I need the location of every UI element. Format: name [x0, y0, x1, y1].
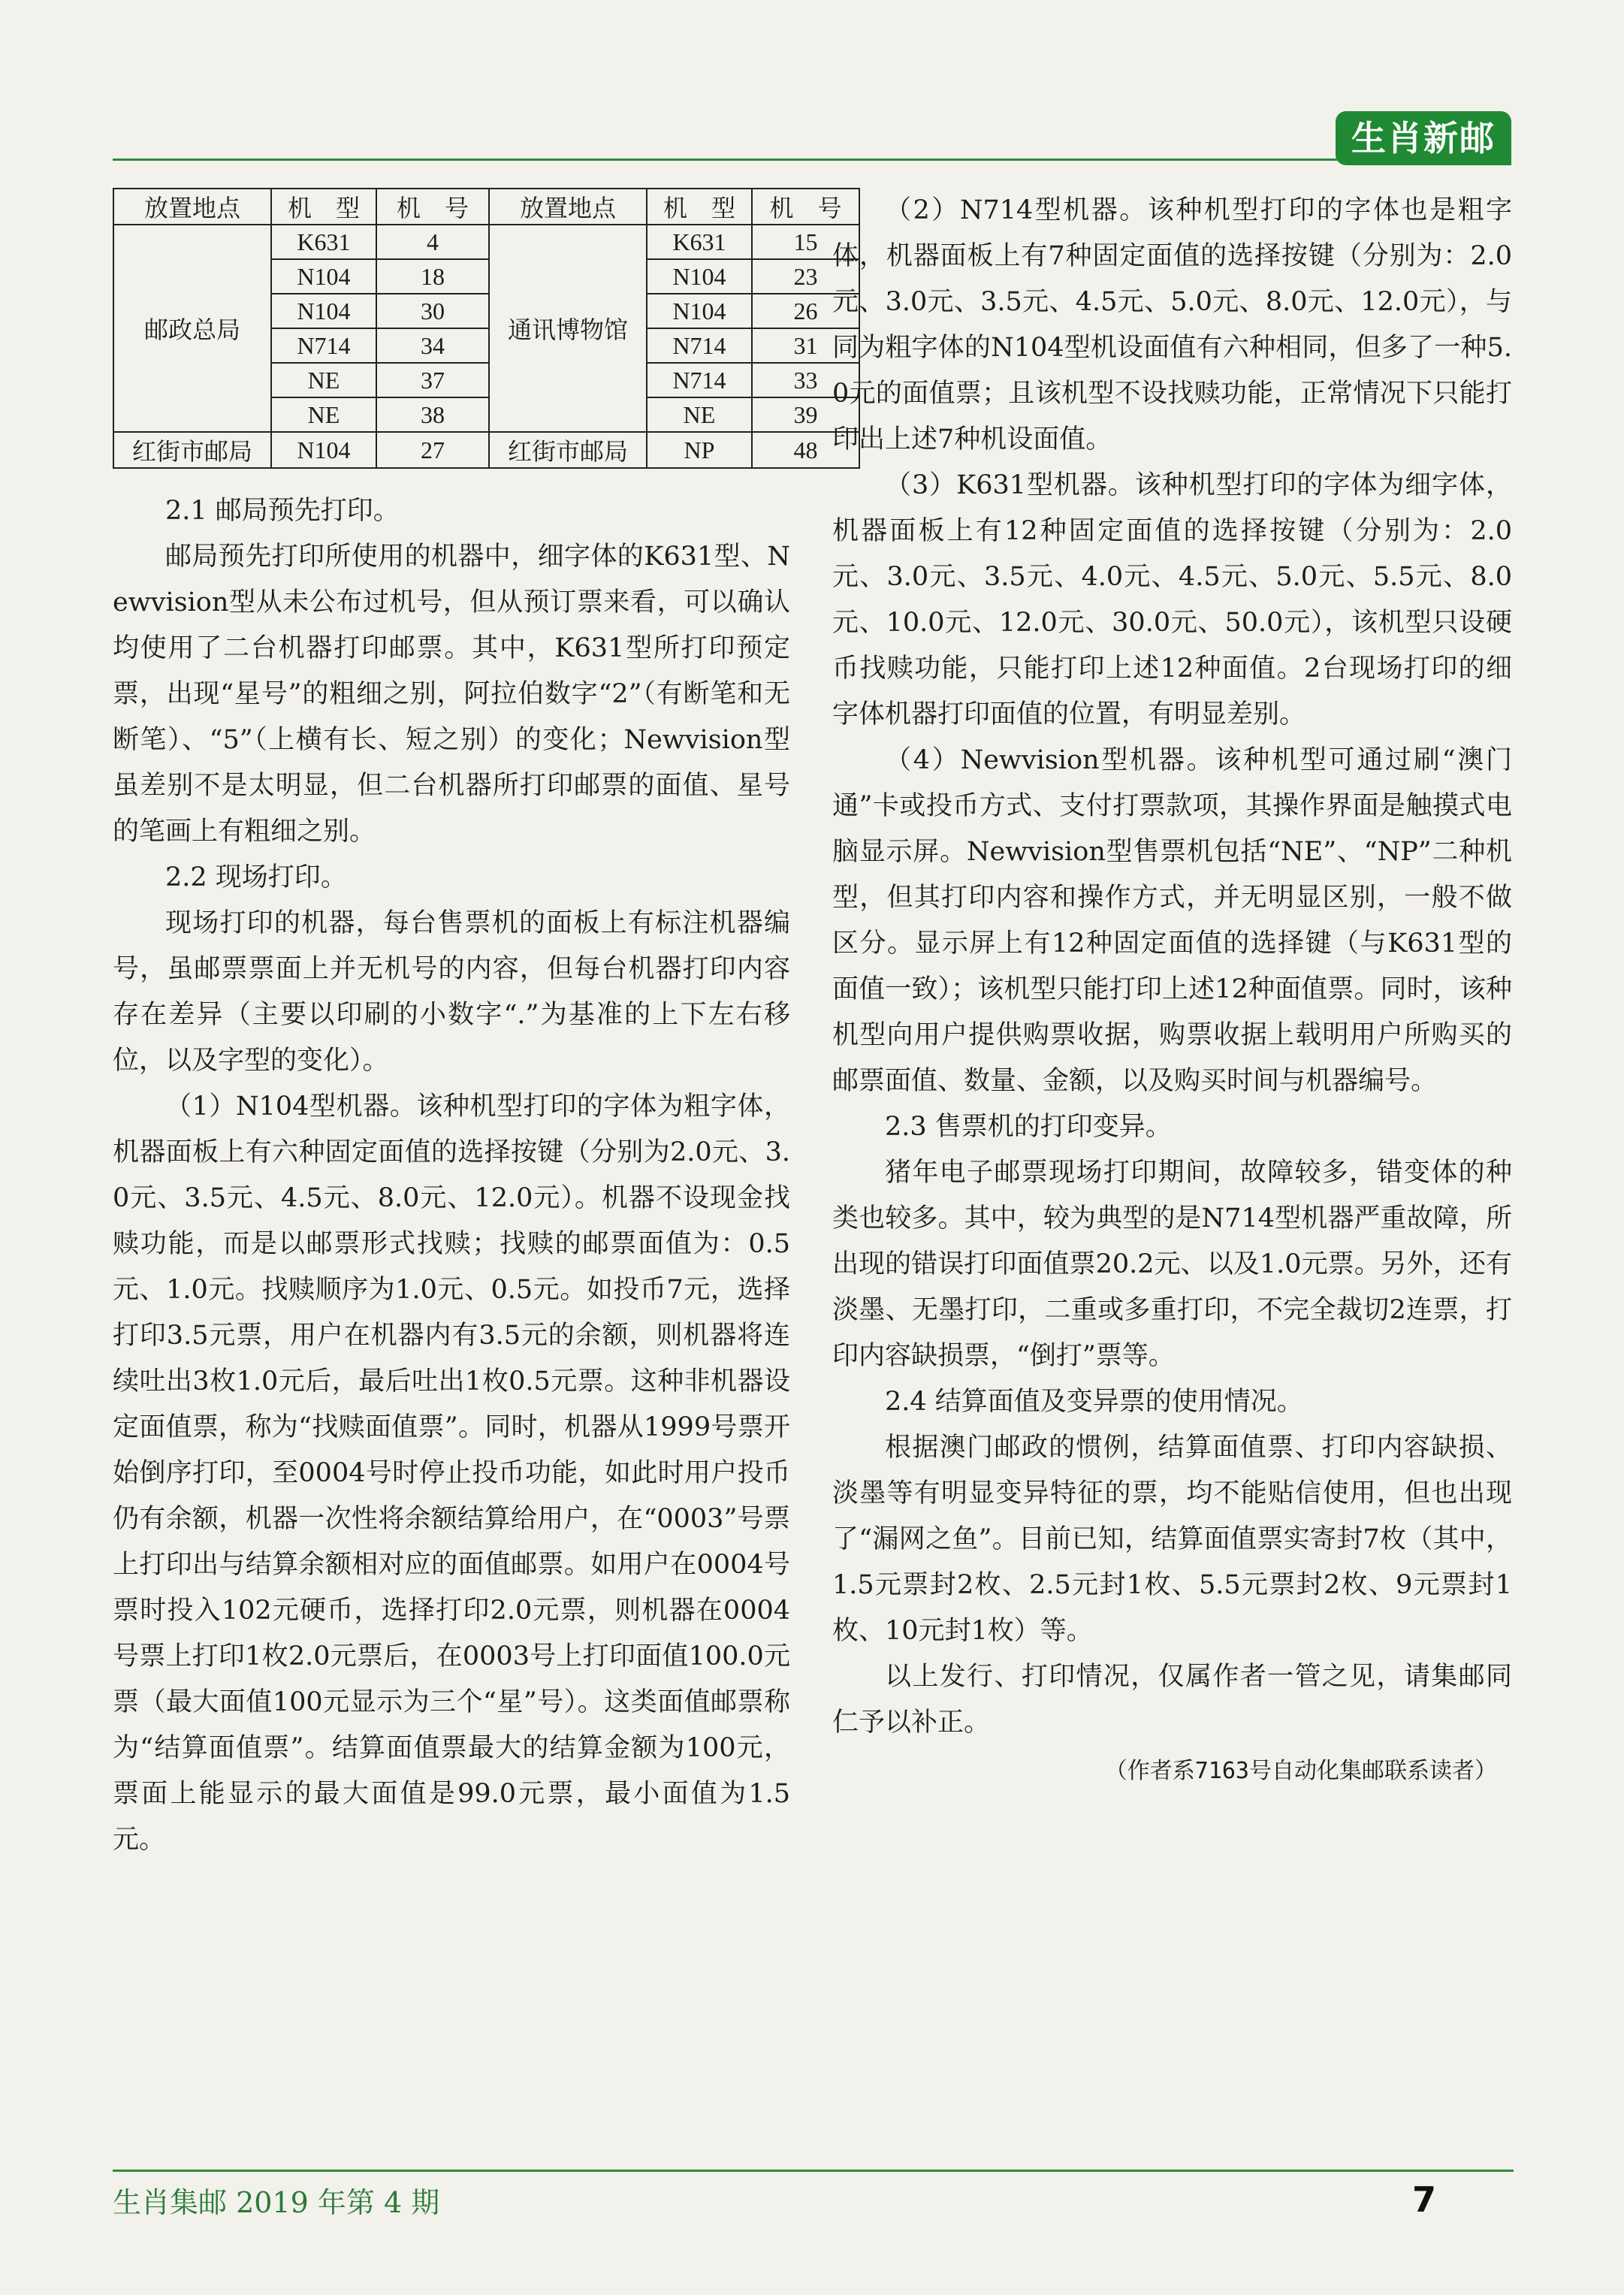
table-cell: 34 — [376, 328, 489, 363]
table-cell: 39 — [752, 397, 859, 432]
table-header-cell: 放置地点 — [489, 189, 647, 225]
table-header-cell: 机 型 — [647, 189, 752, 225]
right-column — [832, 188, 1512, 1792]
table-cell: N714 — [647, 363, 752, 397]
table-cell: 15 — [752, 225, 859, 259]
table-cell: 30 — [376, 294, 489, 328]
table-cell: 37 — [376, 363, 489, 397]
table-cell: 4 — [376, 225, 489, 259]
body-paragraph: 邮局预先打印所使用的机器中，细字体的K631型、Newvision型从未公布过机号，但从预订票来看，可以确认均使用了二台机器打印邮票。其中，K631型所打印预定票，出现“星号”的粗细之别，阿拉伯数字“2”（有断笔和无断笔）、“5”（上横有长、短之别）的变化；Newvision型虽差别不是太明显，但二台机器所打印邮票的面值、星号的笔画上有粗细之别。 — [113, 542, 790, 847]
table-cell: NE — [271, 363, 376, 397]
location-cell: 邮政总局 — [113, 225, 271, 432]
table-cell: 31 — [752, 328, 859, 363]
footer-rule — [113, 2170, 1514, 2172]
table-cell: N104 — [271, 259, 376, 294]
table-cell: N104 — [647, 294, 752, 328]
table-row — [113, 432, 859, 468]
table-cell: N104 — [647, 259, 752, 294]
table-cell: K631 — [647, 225, 752, 259]
table-header-cell: 机 型 — [271, 189, 376, 225]
journal-issue: 生肖集邮 2019 年第 4 期 — [113, 2186, 440, 2219]
machine-placement-table — [113, 188, 860, 469]
table-header-cell: 放置地点 — [113, 189, 271, 225]
body-paragraph: 现场打印的机器，每台售票机的面板上有标注机器编号，虽邮票票面上并无机号的内容，但每台机器打印内容存在差异（主要以印刷的小数字“.”为基准的上下左右移位，以及字型的变化）。 — [113, 908, 790, 1076]
body-paragraph: 猪年电子邮票现场打印期间，故障较多，错变体的种类也较多。其中，较为典型的是N714型机器严重故障，所出现的错误打印面值票20.2元、以及1.0元票。另外，还有淡墨、无墨打印，二重或多重打印，不完全裁切2连票，打印内容缺损票，“倒打”票等。 — [832, 1158, 1512, 1371]
table-cell: 48 — [752, 432, 859, 468]
table-header-cell: 机 号 — [376, 189, 489, 225]
section-heading: 2.3 售票机的打印变异。 — [885, 1112, 1172, 1142]
table-cell: 33 — [752, 363, 859, 397]
body-paragraph: （2）N714型机器。该种机型打印的字体也是粗字体，机器面板上有7种固定面值的选择按键（分别为：2.0元、3.0元、3.5元、4.5元、5.0元、8.0元、12.0元），与同为粗字体的N104型机设面值有六种相同，但多了一种5.0元的面值票；且该机型不设找赎功能，正常情况下只能打印出上述7种机设面值。 — [832, 195, 1512, 454]
table-cell: NE — [647, 397, 752, 432]
body-paragraph: （3）K631型机器。该种机型打印的字体为细字体，机器面板上有12种固定面值的选择按键（分别为：2.0元、3.0元、3.5元、4.0元、4.5元、5.0元、5.5元、8.0元、10.0元、12.0元、30.0元、50.0元），该机型只设硬币找赎功能，只能打印上述12种面值。2台现场打印的细字体机器打印面值的位置，有明显差别。 — [832, 470, 1512, 729]
section-heading: 2.4 结算面值及变异票的使用情况。 — [885, 1387, 1303, 1417]
location-cell: 红街市邮局 — [489, 432, 647, 468]
body-paragraph: 以上发行、打印情况，仅属作者一管之见，请集邮同仁予以补正。 — [832, 1662, 1512, 1738]
header-rule — [113, 159, 1420, 161]
section-heading: 2.2 现场打印。 — [165, 862, 347, 892]
table-cell: 38 — [376, 397, 489, 432]
location-cell: 通讯博物馆 — [489, 225, 647, 432]
table-cell: NE — [271, 397, 376, 432]
table-cell: N104 — [271, 432, 376, 468]
body-paragraph: 根据澳门邮政的惯例，结算面值票、打印内容缺损、淡墨等有明显变异特征的票，均不能贴信使用，但也出现了“漏网之鱼”。目前已知，结算面值票实寄封7枚（其中，1.5元票封2枚、2.5元封1枚、5.5元票封2枚、9元票封1枚、10元封1枚）等。 — [832, 1433, 1512, 1646]
table-cell: 27 — [376, 432, 489, 468]
table-header-cell: 机 号 — [752, 189, 859, 225]
author-note: （作者系7163号自动化集邮联系读者） — [1104, 1758, 1497, 1784]
table-cell: NP — [647, 432, 752, 468]
body-paragraph: （4）Newvision型机器。该种机型可通过刷“澳门通”卡或投币方式、支付打票款项，其操作界面是触摸式电脑显示屏。Newvision型售票机包括“NE”、“NP”二种机型，但其打印内容和操作方式，并无明显区别，一般不做区分。显示屏上有12种固定面值的选择键（与K631型的面值一致）；该机型只能打印上述12种面值票。同时，该种机型向用户提供购票收据，购票收据上载明用户所购买的邮票面值、数量、金额，以及购买时间与机器编号。 — [832, 745, 1512, 1096]
left-column — [113, 188, 842, 1863]
table-cell: K631 — [271, 225, 376, 259]
table-cell: 26 — [752, 294, 859, 328]
table-header-row — [113, 189, 859, 225]
table-cell: 18 — [376, 259, 489, 294]
section-badge: 生肖新邮 — [1336, 111, 1511, 165]
body-paragraph: （1）N104型机器。该种机型打印的字体为粗字体，机器面板上有六种固定面值的选择按键（分别为2.0元、3.0元、3.5元、4.5元、8.0元、12.0元）。机器不设现金找赎功能，而是以邮票形式找赎；找赎的邮票面值为：0.5元、1.0元。找赎顺序为1.0元、0.5元。如投币7元，选择打印3.5元票，用户在机器内有3.5元的余额，则机器将连续吐出3枚1.0元后，最后吐出1枚0.5元票。这种非机器设定面值票，称为“找赎面值票”。同时，机器从1999号票开始倒序打印，至0004号时停止投币功能，如此时用户投币仍有余额，机器一次性将余额结算给用户，在“0003”号票上打印出与结算余额相对应的面值邮票。如用户在0004号票时投入102元硬币，选择打印2.0元票，则机器在0004号票上打印1枚2.0元票后，在0003号上打印面值100.0元票（最大面值100元显示为三个“星”号）。这类面值邮票称为“结算面值票”。结算面值票最大的结算金额为100元，票面上能显示的最大面值是99.0元票，最小面值为1.5元。 — [113, 1092, 790, 1855]
table-cell: 23 — [752, 259, 859, 294]
table-cell: N714 — [271, 328, 376, 363]
page-number: 7 — [1412, 2179, 1437, 2220]
table-cell: N104 — [271, 294, 376, 328]
table-cell: N714 — [647, 328, 752, 363]
table-row — [113, 225, 859, 259]
section-heading: 2.1 邮局预先打印。 — [165, 496, 400, 526]
location-cell: 红街市邮局 — [113, 432, 271, 468]
